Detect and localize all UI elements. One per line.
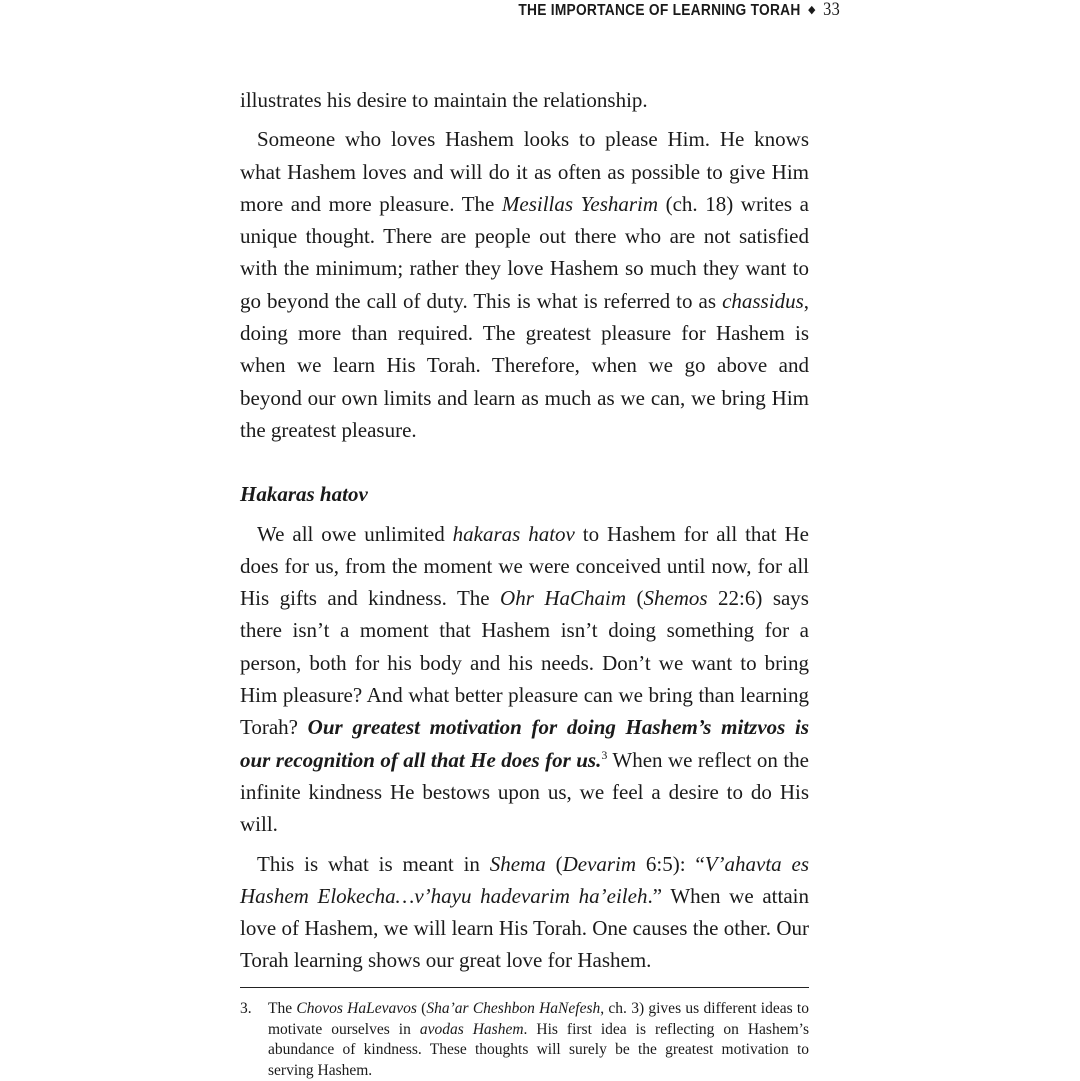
footnote: [240, 999, 809, 1081]
paragraph-shema: This is what is meant in Shema (Devarim 6:5): “V’ahavta es Hashem Elokecha…v’hayu hadevarim ha’eileh.” When we attain love of Hashem, we will learn His Torah. One causes the other. Our Torah learning shows our great love for Hashem.: [240, 851, 809, 973]
book-title-ohr-hachaim: Ohr HaChaim: [500, 586, 626, 611]
book-title-mesillas-yesharim: Mesillas Yesharim: [501, 191, 659, 216]
running-header: [518, 0, 840, 21]
footnote-text: The Chovos HaLevavos (Sha’ar Cheshbon HaNefesh, ch. 3) gives us different ideas to motivate ourselves in avodas Hashem. His first idea is reflecting on Hashem’s abundance of kindness. These thoughts will surely be the greatest motivation to serving Hashem.: [268, 1000, 809, 1079]
term-chassidus: chassidus: [722, 288, 804, 313]
term-hakaras-hatov: hakaras hatov: [452, 521, 575, 546]
paragraph-continuation: illustrates his desire to maintain the relationship.: [240, 88, 648, 112]
footnote-reference[interactable]: 3: [601, 747, 608, 762]
book-title-devarim: Devarim: [562, 851, 637, 876]
book-title-chovos-halevavos: Chovos HaLevavos: [296, 1000, 417, 1017]
term-avodas-hashem: avodas Hashem: [419, 1020, 524, 1038]
emphasized-sentence: Our greatest motivation for doing Hashem’s mitzvos is our recognition of all that He does for us.: [240, 715, 809, 772]
main-text: [240, 84, 809, 977]
footnote-number: 3.: [240, 1000, 252, 1017]
diamond-separator-icon: ◆: [808, 4, 816, 16]
paragraph-loves-hashem: Someone who loves Hashem looks to please Him. He knows what Hashem loves and will do it as often as possible to give Him more and more pleasure. The Mesillas Yesharim (ch. 18) writes a unique thought. There are people out there who are not satisfied with the minimum; rather they love Hashem so much they want to go beyond the call of duty. This is what is referred to as chassidus, doing more than required. The greatest pleasure for Hashem is when we learn His Torah. Therefore, when we go above and beyond our own limits and learn as much as we can, we bring Him the greatest pleasure.: [240, 127, 809, 442]
verse-quote: V’ahavta es Hashem Elokecha…v’hayu hadevarim ha’eileh: [240, 851, 809, 908]
section-heading: Hakaras hatov: [240, 482, 368, 507]
footnote-divider: [240, 987, 809, 988]
paragraph-hakaras-hatov: We all owe unlimited hakaras hatov to Hashem for all that He does for us, from the moment we were conceived until now, for all His gifts and kindness. The Ohr HaChaim (Shemos 22:6) says there isn’t a moment that Hashem isn’t doing something for a person, both for his body and his needs. Don’t we want to bring Him pleasure? And what better pleasure can we bring than learning Torah? Our greatest motivation for doing Hashem’s mitzvos is our recognition of all that He does for us.$^3$ When we reflect on the infinite kindness He bestows upon us, we feel a desire to do His will.: [240, 521, 810, 837]
page-number: 33: [823, 0, 840, 20]
book-title-shemos: Shemos: [643, 586, 708, 611]
section-title-shaar-cheshbon: Sha’ar Cheshbon HaNefesh: [426, 1000, 601, 1017]
term-shema: Shema: [489, 851, 546, 876]
running-header-title: THE IMPORTANCE OF LEARNING TORAH: [518, 2, 801, 19]
